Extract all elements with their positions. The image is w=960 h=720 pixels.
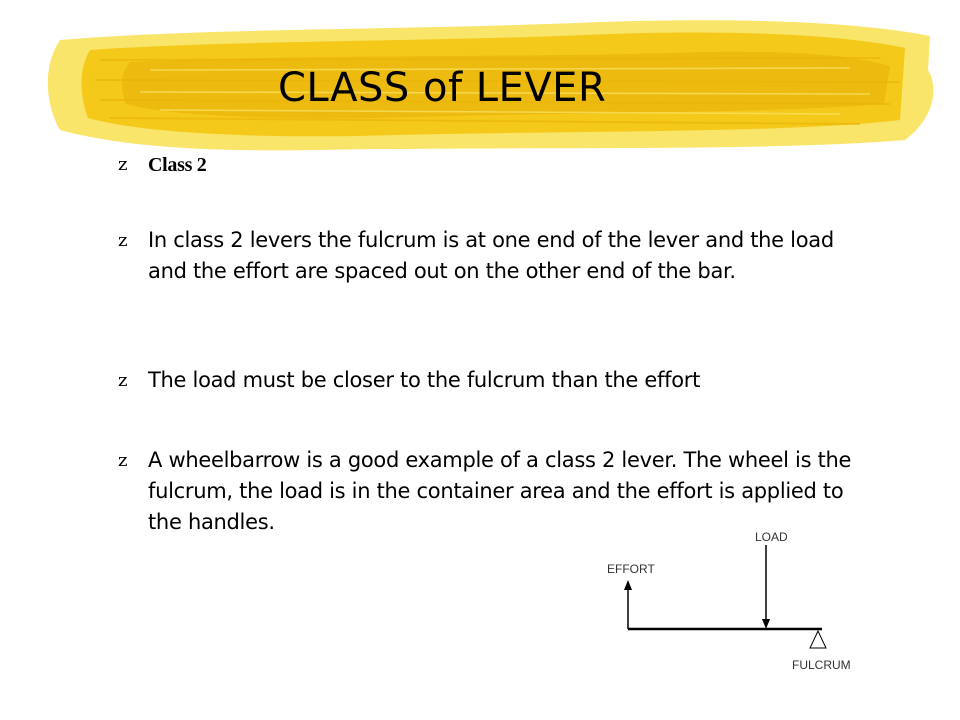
bullet-text: In class 2 levers the fulcrum is at one end of the lever and the load and the effort are spaced out on the other end of the bar. xyxy=(148,228,834,283)
bullet-icon: z xyxy=(118,154,128,175)
section-heading: Class 2 xyxy=(148,154,207,176)
bullet-icon: z xyxy=(118,370,128,391)
bullet-text: The load must be closer to the fulcrum than the effort xyxy=(148,368,701,392)
effort-arrowhead-icon xyxy=(624,580,632,590)
fulcrum-triangle-icon xyxy=(810,631,826,648)
load-label: LOAD xyxy=(755,530,788,544)
lever-diagram xyxy=(590,520,880,680)
lever-diagram-drawing xyxy=(590,520,880,680)
page-title: CLASS of LEVER xyxy=(278,65,607,111)
bullet-icon: z xyxy=(118,450,128,471)
bullet-text: A wheelbarrow is a good example of a class 2 lever. The wheel is the fulcrum, the load is in the container area and the effort is applied to the handles. xyxy=(148,448,852,534)
fulcrum-label: FULCRUM xyxy=(792,658,851,672)
effort-label: EFFORT xyxy=(607,562,655,576)
bullet-icon: z xyxy=(118,230,128,251)
load-arrowhead-icon xyxy=(762,619,770,629)
